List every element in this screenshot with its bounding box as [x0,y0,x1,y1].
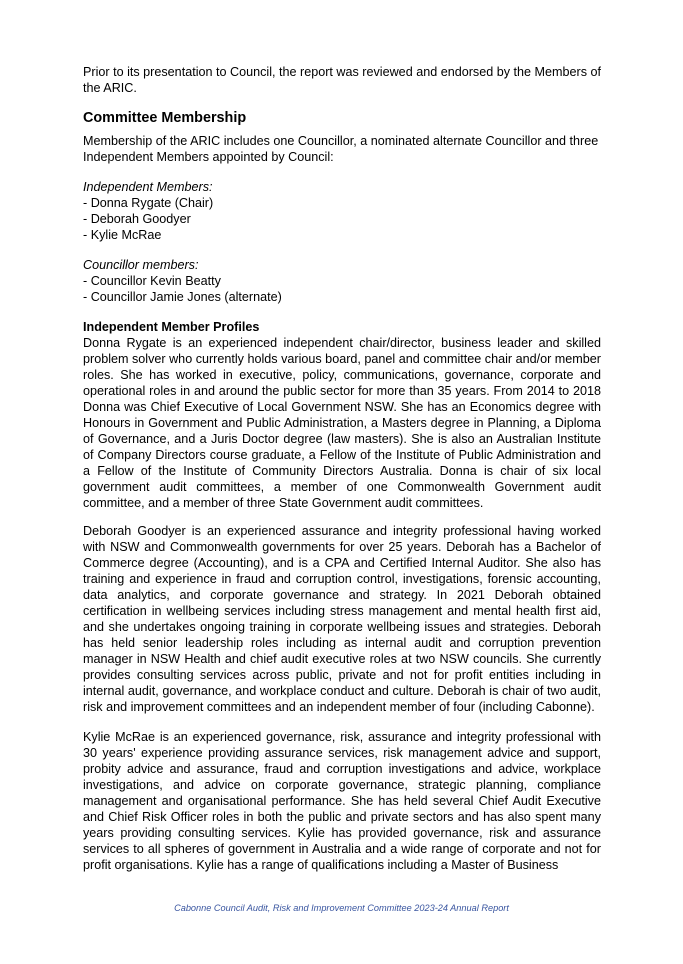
profile-deborah-goodyer: Deborah Goodyer is an experienced assurance and integrity professional having worked with NSW and Commonwealth governments for over 25 years. Deborah has a Bachelor of Commerce degree (Accounting), and is a CPA and Certified Internal Auditor. She also has training and experience in fraud and corruption control, investigations, forensic accounting, data analytics, and corporate governance and strategy. In 2021 Deborah obtained certification in wellbeing services including stress management and mental health first aid, and she undertakes ongoing training in corporate wellbeing issues and strategies. Deborah has held senior leadership roles including as internal audit and corruption prevention manager in NSW Health and chief audit executive roles at two NSW councils. She currently provides consulting services across public, private and not for profit entities including in internal audit, governance, and workplace conduct and culture. Deborah is chair of two audit, risk and improvement committees and an independent member of four (including Cabonne). [83,524,601,714]
councillor-members-title: Councillor members: [83,258,199,272]
member-profiles-heading: Independent Member Profiles [83,320,260,334]
list-item: - Deborah Goodyer [83,212,191,226]
list-item: - Donna Rygate (Chair) [83,196,214,210]
list-item: - Councillor Kevin Beatty [83,274,221,288]
councillor-members-list [83,257,601,305]
independent-members-list [83,179,601,243]
page-footer: Cabonne Council Audit, Risk and Improvement Committee 2023-24 Annual Report [174,903,509,913]
list-item: - Councillor Jamie Jones (alternate) [83,290,282,304]
profile-kylie-mcrae: Kylie McRae is an experienced governance, risk, assurance and integrity professional with 30 years' experience providing assurance services, risk management advice and support, probity advice and assurance, fraud and corruption investigations and advice, workplace investigations, and advice on corporate governance, strategic planning, compliance management and organisational performance. She has held several Chief Audit Executive and Chief Risk Officer roles in both the public and private sectors and has also spent many years providing consulting services. Kylie has provided governance, risk and assurance services to all spheres of government in Australia and a wide range of corporate and not for profit organisations. Kylie has a range of qualifications including a Master of Business [83,730,601,872]
membership-description: Membership of the ARIC includes one Councillor, a nominated alternate Councillor and three Independent Members appointed by Council: [83,134,599,164]
intro-paragraph: Prior to its presentation to Council, the report was reviewed and endorsed by the Members of the ARIC. [83,65,602,95]
page-content [83,64,601,873]
committee-membership-heading: Committee Membership [83,110,247,126]
list-item: - Kylie McRae [83,228,162,242]
independent-members-title: Independent Members: [83,180,213,194]
profile-donna-rygate: Donna Rygate is an experienced independent chair/director, business leader and skilled problem solver who currently holds various board, panel and committee chair and/or member roles. She has worked in executive, policy, communications, governance, corporate and operational roles in and around the public sector for more than 35 years. From 2014 to 2018 Donna was Chief Executive of Local Government NSW. She has an Economics degree with Honours in Government and Public Administration, a Masters degree in Planning, a Diploma of Governance, and a Juris Doctor degree (law masters). She is also an Australian Institute of Company Directors course graduate, a Fellow of the Institute of Public Administration and a Fellow of the Institute of Community Directors Australia. Donna is chair of six local government audit committees, a member of one Commonwealth Government audit committee, and a member of three State Government audit committees. [83,336,601,510]
